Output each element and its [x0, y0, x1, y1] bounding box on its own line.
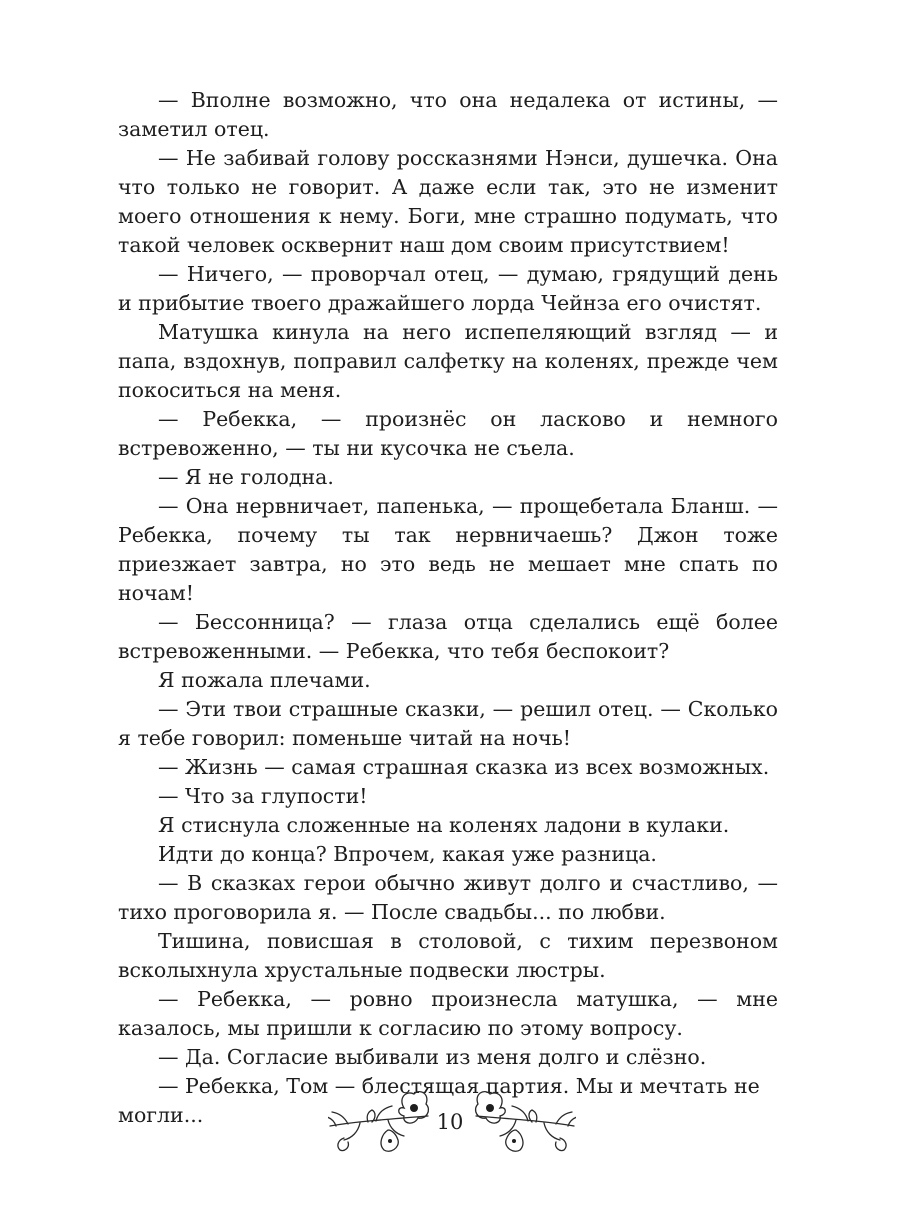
paragraph: Тишина, повисшая в столовой, с тихим перезвоном всколыхнула хрустальные подвески люстры.	[118, 929, 778, 982]
magnolia-branch-icon	[466, 1086, 576, 1156]
paragraph: Я пожала плечами.	[158, 668, 371, 692]
paragraph: — Жизнь — самая страшная сказка из всех возможных.	[158, 755, 770, 779]
paragraph: — Ничего, — проворчал отец, — думаю, грядущий день и прибытие твоего дражайшего лорда Чейнза его очистят.	[118, 262, 778, 315]
magnolia-branch-icon	[328, 1086, 438, 1156]
paragraph: Я стиснула сложенные на коленях ладони в кулаки.	[158, 813, 730, 837]
paragraph: — Да. Согласие выбивали из меня долго и слёзно.	[158, 1045, 707, 1069]
page-footer	[0, 1080, 920, 1170]
paragraph: — Она нервничает, папенька, — прощебетала Бланш. — Ребекка, почему ты так нервничаешь? Джон тоже приезжает завтра, но это ведь не мешает мне спать по ночам!	[118, 494, 778, 605]
paragraph: — Не забивай голову россказнями Нэнси, душечка. Она что только не говорит. А даже если так, это не изменит моего отношения к нему. Боги, мне страшно подумать, что такой человек осквернит наш дом своим присутствием!	[118, 146, 778, 257]
paragraph: — Я не голодна.	[158, 465, 334, 489]
paragraph: — Ребекка, — произнёс он ласково и немного встревоженно, — ты ни кусочка не съела.	[118, 407, 778, 460]
paragraph: Матушка кинула на него испепеляющий взгляд — и папа, вздохнув, поправил салфетку на коленях, прежде чем покоситься на меня.	[118, 320, 778, 402]
paragraph: — Ребекка, Том — блестящая партия. Мы и мечтать не могли...	[118, 1074, 760, 1127]
paragraph: — Бессонница? — глаза отца сделались ещё более встревоженными. — Ребекка, что тебя беспокоит?	[118, 610, 778, 663]
paragraph: — Что за глупости!	[158, 784, 368, 808]
page-number: 10	[436, 1110, 464, 1134]
paragraph: — В сказках герои обычно живут долго и счастливо, — тихо проговорила я. — После свадьбы... по любви.	[118, 871, 778, 924]
paragraph: — Вполне возможно, что она недалека от истины, — заметил отец.	[118, 88, 778, 141]
paragraph: — Эти твои страшные сказки, — решил отец. — Сколько я тебе говорил: поменьше читай на ночь!	[118, 697, 778, 750]
body-text	[118, 86, 778, 1130]
paragraph: — Ребекка, — ровно произнесла матушка, — мне казалось, мы пришли к согласию по этому вопросу.	[118, 987, 778, 1040]
paragraph: Идти до конца? Впрочем, какая уже разница.	[158, 842, 657, 866]
